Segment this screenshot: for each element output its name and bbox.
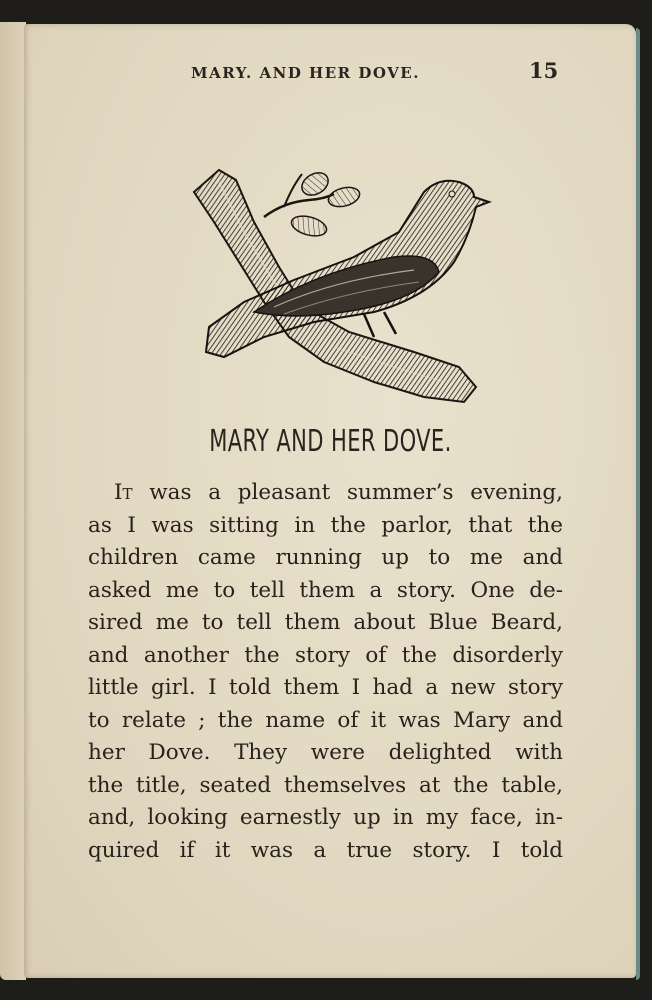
dove-on-branch-icon [184,162,504,417]
text-line: as I was sitting in the parlor, that the [88,512,563,538]
text-line: asked me to tell them a story. One de- [88,577,563,603]
text-line: and, looking earnestly up in my face, in- [88,805,563,830]
text-line [88,477,563,510]
text-line: children came running up to me and [88,545,563,570]
text-line: the title, seated themselves at the table, [88,772,563,798]
page-number: 15 [529,58,559,83]
text-line-content: was a pleasant summer’s evening, [149,480,563,505]
text-line: quired if it was a true story. I told [88,837,563,863]
body-text [88,477,563,867]
page-edge [636,28,640,980]
text-line: sired me to tell them about Blue Beard, [88,610,563,635]
chapter-heading-text: MARY AND HER DOVE. [208,424,452,459]
text-line: her Dove. They were delighted with [88,740,563,765]
text-line: and another the story of the disorderly [88,642,563,668]
text-line: to relate ; the name of it was Mary and [88,707,563,733]
book-page [24,24,636,978]
facing-page-edge [0,22,26,980]
dove-illustration [184,162,504,417]
drop-lead-word: It [114,480,133,505]
text-line: little girl. I told them I had a new story [88,675,563,700]
chapter-heading [24,424,636,459]
running-head [24,58,636,86]
running-title: MARY. AND HER DOVE. [191,64,420,82]
